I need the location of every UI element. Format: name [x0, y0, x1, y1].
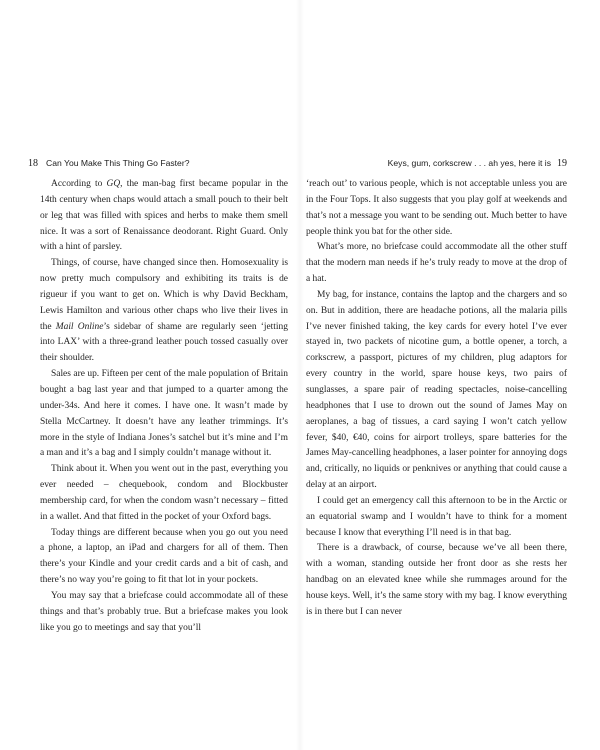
left-running-header — [28, 158, 189, 174]
left-paragraph-2: Things, of course, have changed since then. Homosexuality is now pretty much compulsory and exhibiting its traits is de rigueur if you want to get on. Which is why David Beckham, Lewis Hamilton and various other chaps who live their lives in the Mail Online’s sidebar of shame are regularly seen ‘jetting into LAX’ with a three-grand leather pouch tossed casually over their shoulder. — [40, 258, 288, 364]
left-paragraph-3: Sales are up. Fifteen per cent of the male population of Britain bought a bag last year and that jumped to a quarter among the under-34s. And here it comes. I have one. It wasn’t made by Stella McCartney. It doesn’t have any leather trimmings. It’s more in the style of Indiana Jones’s satchel but it’s mine and I’m a man and it’s a bag and I simply couldn’t manage without it. — [40, 369, 288, 459]
left-paragraph-5: Today things are different because when you go out you need a phone, a laptop, an iPad and chargers for all of them. Then there’s your Kindle and your credit cards and a bit of cash, and there’s no way you’re going to fit that lot in your pockets. — [40, 527, 288, 586]
italic-title: Mail Online — [55, 321, 104, 332]
left-paragraph-6: You may say that a briefcase could accommodate all of these things and that’s probably true. But a briefcase makes you look like you go to meetings and say that you’ll — [40, 590, 288, 633]
right-paragraph-3: My bag, for instance, contains the laptop and the chargers and so on. But in addition, there are headache potions, all the malaria pills I’ve never finished taking, the key cards for every hotel I’ve ever stayed in, two packets of nicotine gum, a bottle opener, a torch, a corkscrew, a passport, pictures of my children, plug adaptors for every country in the world, spare house keys, two pairs of sunglasses, a spare pair of reading spectacles, noise-cancelling headphones that I use to drown out the sound of James May on aeroplanes, a bag of tissues, a card saying I won’t catch yellow fever, $40, €40, coins for airport trolleys, spare batteries for the James May-cancelling headphones, a laser pointer for annoying dogs and, critically, no liquids or penknives or anything that could cause a delay at an airport. — [306, 289, 567, 491]
left-page-number: 18 — [28, 158, 38, 169]
right-paragraph-2: What’s more, no briefcase could accommodate all the other stuff that the modern man needs if he’s truly ready to move at the drop of a hat. — [306, 242, 567, 285]
right-running-header — [388, 158, 567, 174]
right-body-text — [306, 177, 567, 621]
right-paragraph-4: I could get an emergency call this afternoon to be in the Arctic or an equatorial swamp and I wouldn’t have to think for a moment because I know that everything I’ll need is in that bag. — [306, 495, 567, 538]
left-body-text — [40, 177, 288, 636]
right-running-head: Keys, gum, corkscrew . . . ah yes, here it is — [387, 158, 551, 168]
left-paragraph-1: According to GQ, the man-bag first became popular in the 14th century when chaps would attach a small pouch to their belt or leg that was filled with spices and herbs to make them smell nice. It was a sort of Renaissance deodorant. Right Guard. Only with a hint of parsley. — [40, 179, 288, 253]
right-paragraph-5: There is a drawback, of course, because we’ve all been there, with a woman, standing outside her front door as she rests her handbag on an elevated knee while she rummages around for the house keys. Well, it’s the same story with my bag. I know everything is in there but I can never — [306, 543, 567, 617]
italic-title: GQ — [106, 179, 121, 189]
right-paragraph-1: ‘reach out’ to various people, which is not acceptable unless you are in the Four Tops. It also suggests that you play golf at weekends and that’s not a message you want to be sending out. Much better to have people think you bat for the other side. — [306, 179, 567, 237]
right-page — [300, 0, 600, 750]
right-page-number: 19 — [557, 158, 567, 169]
left-paragraph-4: Think about it. When you went out in the past, everything you ever needed – chequebook, condom and Blockbuster membership card, for when the condom wasn’t necessary – fitted in a wallet. And that fitted in the pocket of your Oxford bags. — [40, 464, 288, 522]
left-running-head: Can You Make This Thing Go Faster? — [46, 158, 190, 168]
